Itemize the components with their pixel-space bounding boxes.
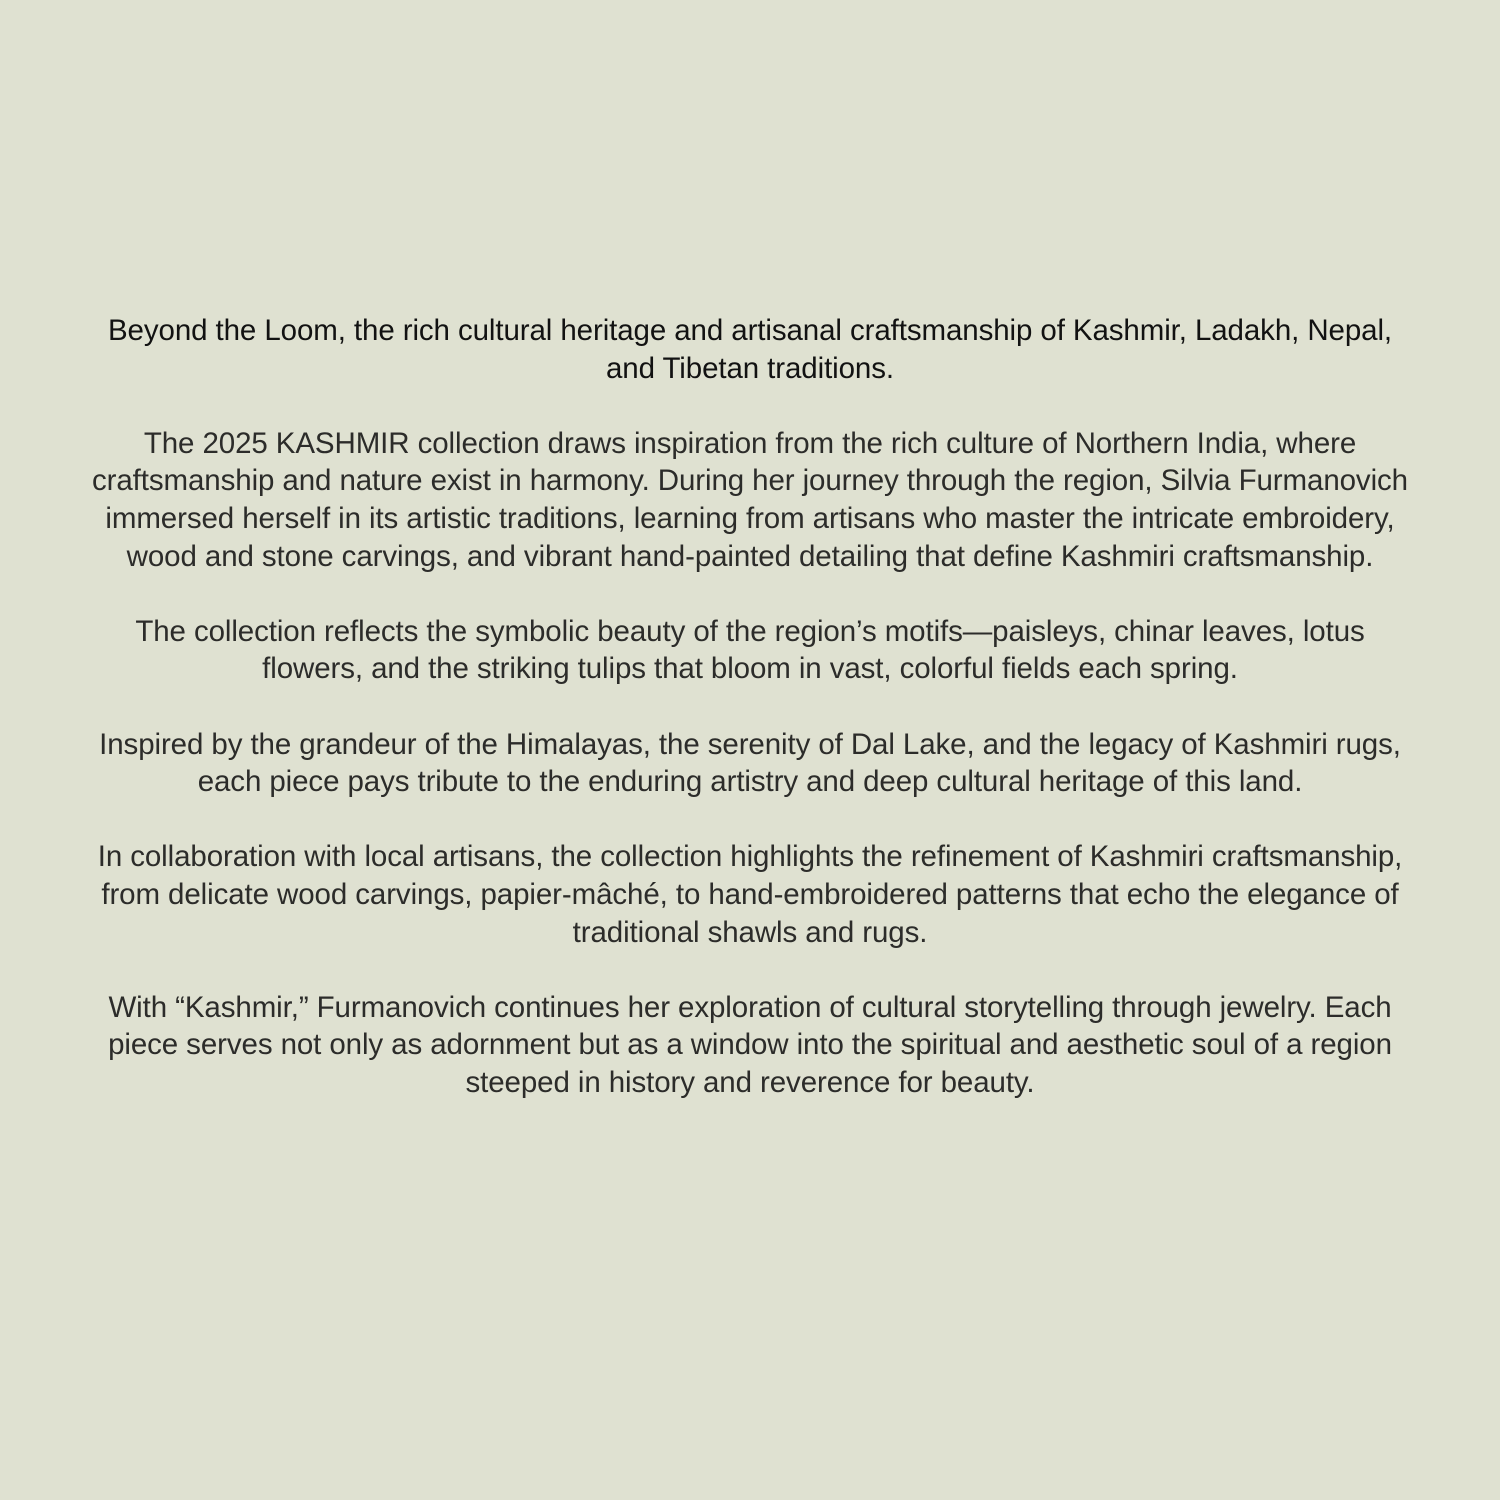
paragraph-collection-inspiration: The 2025 KASHMIR collection draws inspiration from the rich culture of Northern India, where craftsmanship and nature exist in harmony. During her journey through the region, Silvia Furmanovich immersed herself in its artistic traditions, learning from artisans who master the intricate embroidery, wood and stone carvings, and vibrant hand-painted detailing that define Kashmiri craftsmanship.	[92, 426, 1408, 573]
intro-paragraph: Beyond the Loom, the rich cultural heritage and artisanal craftsmanship of Kashmir, Ladakh, Nepal, and Tibetan traditions.	[107, 314, 1392, 385]
paragraph-himalayas: Inspired by the grandeur of the Himalayas, the serenity of Dal Lake, and the legacy of Kashmiri rugs, each piece pays tribute to the enduring artistry and deep cultural heritage of this land.	[99, 727, 1401, 799]
paragraph-storytelling: With “Kashmir,” Furmanovich continues her exploration of cultural storytelling through jewelry. Each piece serves not only as adornment but as a window into the spiritual and aesthetic soul of a region steeped in history and reverence for beauty.	[108, 990, 1392, 1099]
article-text-block	[90, 312, 1410, 1101]
paragraph-artisans: In collaboration with local artisans, the collection highlights the refinement of Kashmiri craftsmanship, from delicate wood carvings, papier-mâché, to hand-embroidered patterns that echo the elegance of traditional shawls and rugs.	[97, 840, 1403, 949]
paragraph-motifs: The collection reflects the symbolic beauty of the region’s motifs—paisleys, chinar leaves, lotus flowers, and the striking tulips that bloom in vast, colorful fields each spring.	[135, 614, 1365, 686]
